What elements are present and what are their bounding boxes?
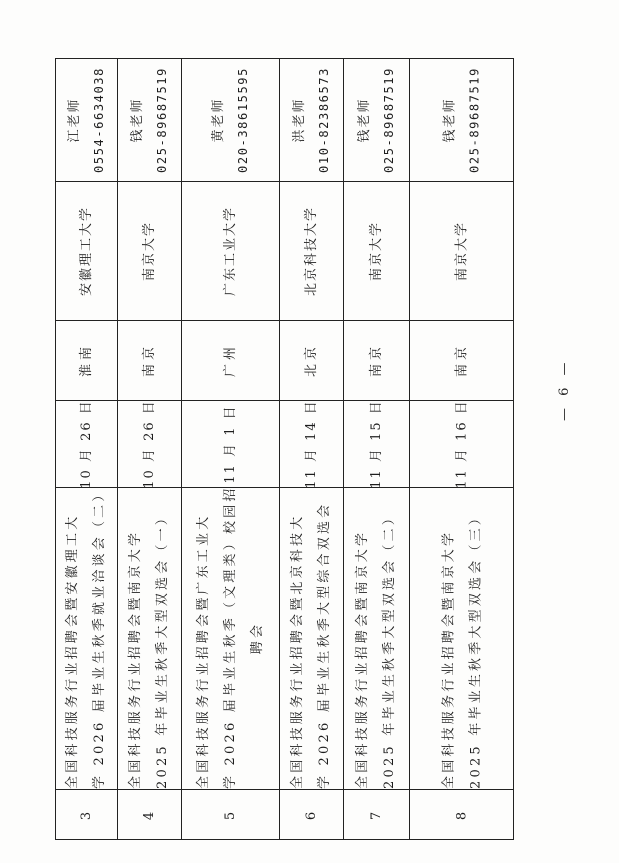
event-date: 10 月 26 日 <box>78 398 94 489</box>
event-cell <box>279 487 343 789</box>
contact-phone: 010-82386573 <box>316 66 331 173</box>
event-cell <box>55 487 117 789</box>
city-name: 南京 <box>141 343 157 378</box>
city-cell <box>117 320 181 400</box>
contact-cell <box>55 58 117 181</box>
event-name-line: 学 2026 届毕业生秋季（文理类）校园招 <box>222 485 238 789</box>
row-number-cell <box>117 789 181 840</box>
school-cell <box>117 181 181 320</box>
event-name-line: 学 2026 届毕业生秋季就业洽谈会（二） <box>92 485 107 789</box>
event-date: 11 月 16 日 <box>454 398 469 489</box>
contact-name: 黄老师 <box>210 97 226 143</box>
contact-cell <box>343 58 409 181</box>
event-cell <box>181 487 279 789</box>
city-cell <box>409 320 514 400</box>
event-name-line: 2025 年毕业生秋季大型双选会（二） <box>382 508 397 789</box>
contact-name: 江老师 <box>66 97 82 143</box>
school-cell <box>343 181 409 320</box>
event-date: 10 月 26 日 <box>141 398 157 489</box>
event-name-line: 全国科技服务行业招聘会暨南京大学 <box>128 529 143 789</box>
school-name: 安徽理工大学 <box>78 205 94 296</box>
date-cell <box>343 400 409 487</box>
contact-phone: 025-89687519 <box>467 66 481 173</box>
date-cell <box>279 400 343 487</box>
contact-cell <box>181 58 279 181</box>
school-name: 广东工业大学 <box>222 205 238 296</box>
city-name: 南京 <box>454 343 469 378</box>
contact-name: 钱老师 <box>129 97 145 143</box>
school-name: 南京大学 <box>141 220 157 281</box>
school-cell <box>279 181 343 320</box>
city-cell <box>181 320 279 400</box>
school-name: 南京大学 <box>368 220 384 281</box>
date-cell <box>181 400 279 487</box>
event-cell <box>117 487 181 789</box>
city-name: 北京 <box>303 343 319 378</box>
contact-cell <box>279 58 343 181</box>
event-cell <box>343 487 409 789</box>
event-name-line: 全国科技服务行业招聘会暨南京大学 <box>355 529 370 789</box>
contact-cell <box>117 58 181 181</box>
row-number: 7 <box>368 809 384 820</box>
row-number: 6 <box>303 809 319 820</box>
city-cell <box>343 320 409 400</box>
contact-phone: 0554-6634038 <box>91 66 106 173</box>
school-cell <box>409 181 514 320</box>
event-name-line: 学 2026 届毕业生秋季大型综合双选会 <box>317 501 332 789</box>
contact-cell <box>409 58 514 181</box>
event-cell <box>409 487 514 789</box>
row-number-cell <box>343 789 409 840</box>
city-name: 淮南 <box>78 343 94 378</box>
contact-phone: 025-89687519 <box>381 66 396 173</box>
city-name: 南京 <box>368 343 384 378</box>
contact-phone: 025-89687519 <box>154 66 169 173</box>
event-name-line: 全国科技服务行业招聘会暨南京大学 <box>440 529 456 789</box>
contact-name: 洪老师 <box>291 97 307 143</box>
row-number: 8 <box>454 809 469 820</box>
row-number-cell <box>55 789 117 840</box>
event-date: 11 月 1 日 <box>222 403 238 484</box>
school-name: 北京科技大学 <box>303 205 319 296</box>
event-name-line: 聘会 <box>249 621 265 655</box>
event-name-line: 2025 年毕业生秋季大型双选会（一） <box>155 508 170 789</box>
school-name: 南京大学 <box>454 220 469 281</box>
city-cell <box>279 320 343 400</box>
row-number: 3 <box>78 809 94 820</box>
page-number: — 6 — <box>557 358 572 421</box>
contact-phone: 020-38615595 <box>235 66 250 173</box>
date-cell <box>55 400 117 487</box>
date-cell <box>117 400 181 487</box>
event-date: 11 月 14 日 <box>303 398 319 489</box>
event-name-line: 全国科技服务行业招聘会暨北京科技大 <box>290 513 305 789</box>
row-number-cell <box>181 789 279 840</box>
contact-name: 钱老师 <box>442 97 457 143</box>
contact-name: 钱老师 <box>356 97 372 143</box>
date-cell <box>409 400 514 487</box>
row-number-cell <box>409 789 514 840</box>
row-number: 5 <box>222 809 238 820</box>
row-number-cell <box>279 789 343 840</box>
event-date: 11 月 15 日 <box>368 398 384 489</box>
school-cell <box>55 181 117 320</box>
event-name-line: 2025 年毕业生秋季大型双选会（三） <box>467 508 483 789</box>
city-cell <box>55 320 117 400</box>
school-cell <box>181 181 279 320</box>
event-name-line: 全国科技服务行业招聘会暨安徽理工大 <box>65 513 80 789</box>
event-name-line: 全国科技服务行业招聘会暨广东工业大 <box>195 513 211 789</box>
city-name: 广州 <box>222 343 238 378</box>
row-number: 4 <box>141 809 157 820</box>
